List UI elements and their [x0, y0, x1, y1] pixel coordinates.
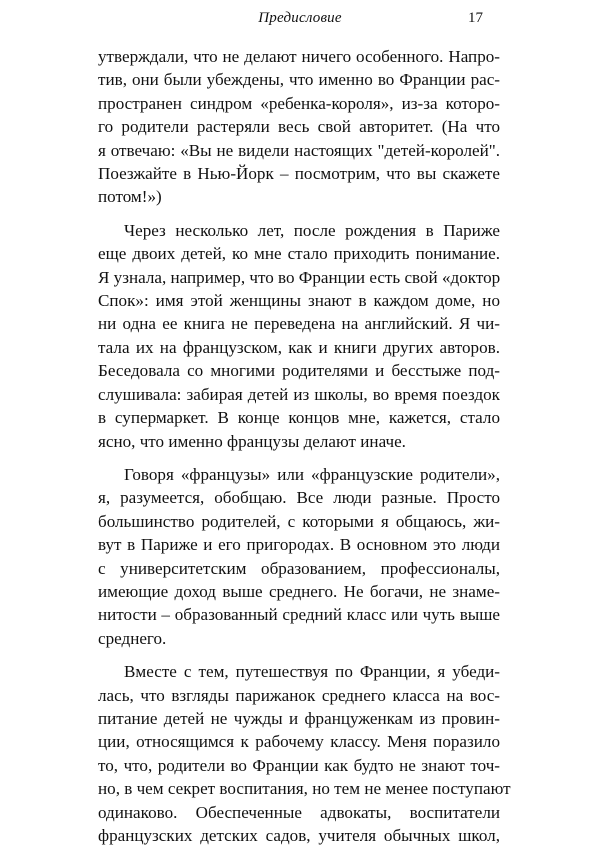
text-line: питание детей не чужды и француженкам из провин-: [98, 708, 500, 728]
text-line: ни одна ее книга не переведена на английский. Я чи-: [98, 314, 500, 334]
paragraph-3: [98, 463, 500, 650]
text-line: я, разумеется, обобщаю. Все люди разные. Просто: [98, 488, 500, 508]
text-line: лась, что взгляды парижанок среднего класса на вос-: [98, 685, 500, 705]
text-line: го родители растеряли весь свой авторитет. (На что: [98, 117, 500, 137]
text-line: тив, они были убеждены, что именно во Франции рас-: [98, 70, 500, 90]
text-line: одинаково. Обеспеченные адвокаты, воспитатели: [98, 802, 500, 822]
text-line: среднего.: [98, 628, 167, 648]
text-line: в супермаркет. В конце концов мне, кажется, стало: [98, 408, 500, 428]
paragraph-2: [98, 219, 500, 453]
text-line: с университетским образованием, профессионалы,: [98, 558, 500, 578]
text-line: нитости – образованный средний класс или чуть выше: [98, 605, 500, 625]
text-line: ясно, что именно французы делают иначе.: [98, 431, 406, 451]
text-line: французских детских садов, учителя обычных школ,: [98, 826, 500, 845]
text-line: Спок»: имя этой женщины знают в каждом доме, но: [98, 291, 500, 311]
body-text: [98, 45, 511, 857]
text-line: то, что, родители во Франции как будто не знают точ-: [98, 755, 500, 775]
text-line: Я узнала, например, что во Франции есть свой «доктор: [98, 267, 501, 287]
text-line: потом!»): [98, 187, 162, 207]
text-line: имеющие доход выше среднего. Не богачи, не знаме-: [98, 581, 500, 601]
text-line: Беседовала со многими родителями и бесстыже под-: [98, 361, 500, 381]
text-line: тала их на французском, как и книги других авторов.: [98, 337, 500, 357]
text-line: утверждали, что не делают ничего особенного. Напро-: [98, 47, 500, 66]
page-number: 17: [468, 10, 483, 26]
text-line: еще двоих детей, ко мне стало приходить понимание.: [98, 244, 500, 264]
paragraph-1: [98, 45, 500, 209]
text-line: вут в Париже и его пригородах. В основном это люди: [98, 535, 500, 555]
text-line: Через несколько лет, после рождения в Париже: [124, 220, 500, 240]
text-line: ции, относящимся к рабочему классу. Меня поразило: [98, 732, 500, 752]
text-line: но, в чем секрет воспитания, но тем не менее поступают: [98, 779, 511, 799]
running-title: Предисловие: [258, 10, 342, 26]
text-line: Вместе с тем, путешествуя по Франции, я убеди-: [124, 662, 500, 682]
text-line: я отвечаю: «Вы не видели настоящих "детей-королей".: [98, 140, 500, 160]
text-line: слушивала: забирая детей из школы, во время поездок: [98, 384, 500, 404]
paragraph-4: [98, 660, 511, 847]
text-line: Говоря «французы» или «французские родители»,: [124, 464, 500, 484]
text-line: пространен синдром «ребенка-короля», из-за которо-: [98, 93, 500, 113]
text-line: большинство родителей, с которыми я общаюсь, жи-: [98, 511, 500, 531]
text-line: Поезжайте в Нью-Йорк – посмотрим, что вы скажете: [98, 164, 500, 184]
